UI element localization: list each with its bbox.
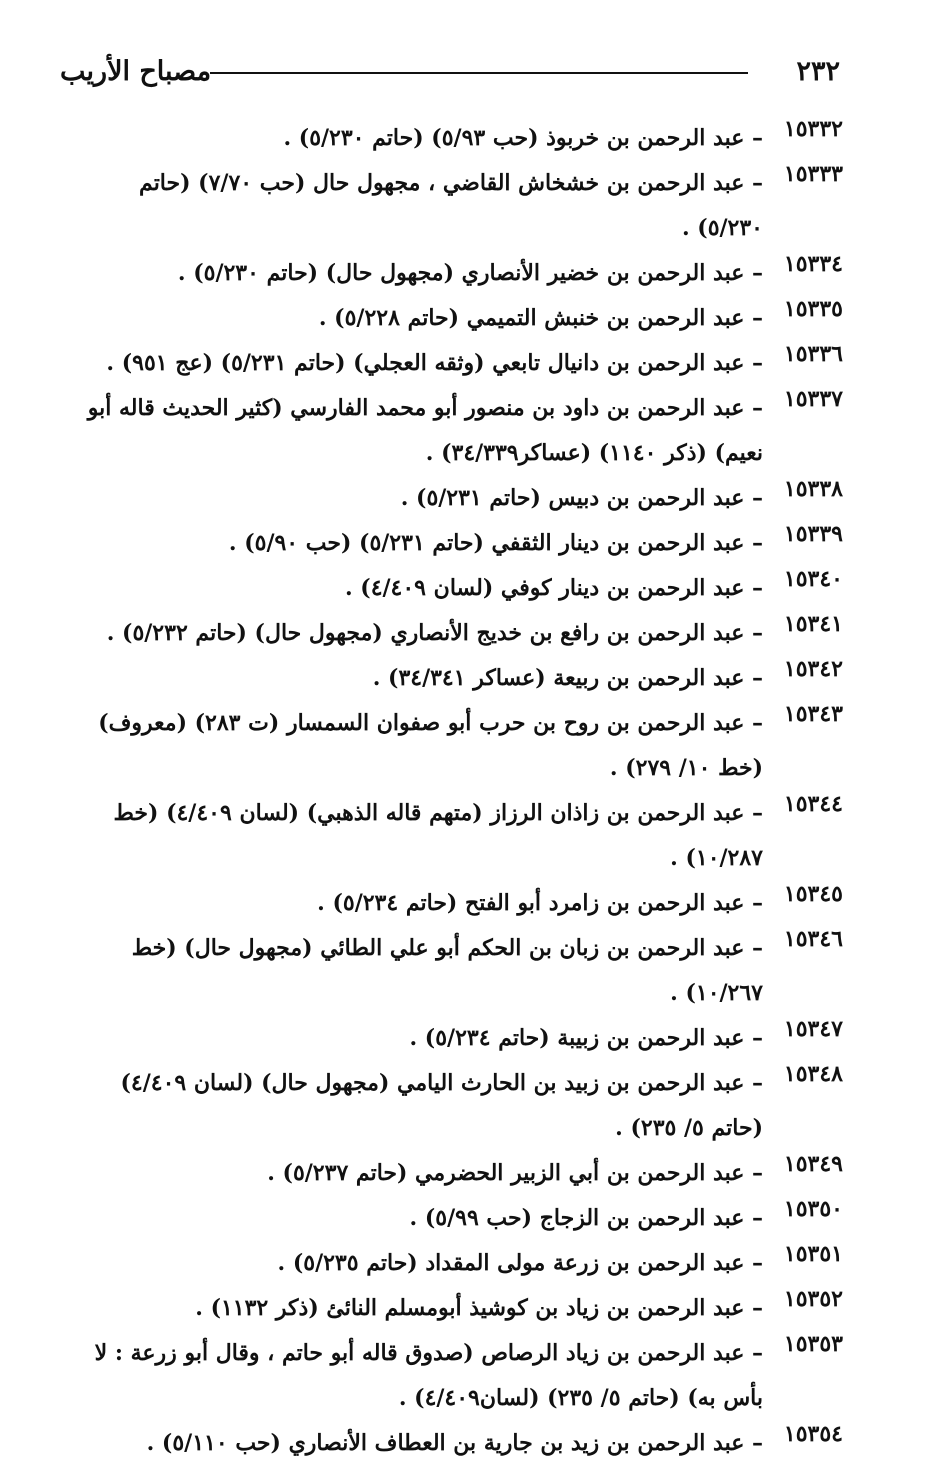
- entry-number: ١٥٣٥٢: [783, 1286, 843, 1312]
- entry-number: ١٥٣٤٨: [783, 1061, 843, 1087]
- list-item: [70, 1421, 843, 1466]
- entry-number: ١٥٣٣٣: [783, 161, 843, 187]
- list-item: [70, 881, 843, 926]
- list-item: [70, 926, 843, 1016]
- entry-number: ١٥٣٣٨: [783, 476, 843, 502]
- entry-text: – عبد الرحمن بن دانيال تابعي (وثقه العجلي) (حاتم ٥/٢٣١) (عج ٩٥١) .: [106, 350, 763, 376]
- list-item: [70, 476, 843, 521]
- list-item: [70, 251, 843, 296]
- list-item: [70, 1151, 843, 1196]
- list-item: [70, 161, 843, 251]
- entry-text: – عبد الرحمن بن خنبش التميمي (حاتم ٥/٢٢٨) .: [318, 305, 763, 331]
- list-item: [70, 1196, 843, 1241]
- entry-text: – عبد الرحمن بن دينار كوفي (لسان ٤/٤٠٩) .: [344, 575, 763, 601]
- entry-number: ١٥٣٤٥: [783, 881, 843, 907]
- entry-text: – عبد الرحمن بن رافع بن خديج الأنصاري (مجهول حال) (حاتم ٥/٢٣٢) .: [106, 620, 763, 646]
- entry-text: – عبد الرحمن بن أبي الزبير الحضرمي (حاتم ٥/٢٣٧) .: [267, 1160, 763, 1186]
- entry-text: – عبد الرحمن بن زامرد أبو الفتح (حاتم ٥/٢٣٤) .: [317, 890, 763, 916]
- list-item: [70, 116, 843, 161]
- entry-list: [70, 116, 843, 1466]
- entry-text: – عبد الرحمن بن خشخاش القاضي ، مجهول حال (حب ٧/٧٠) (حاتم ٥/٢٣٠) .: [139, 170, 763, 241]
- entry-text: – عبد الرحمن بن روح بن حرب أبو صفوان السمسار (ت ٢٨٣) (معروف) (خط ١٠/ ٢٧٩) .: [98, 710, 763, 781]
- entry-text: – عبد الرحمن بن خربوذ (حب ٥/٩٣) (حاتم ٥/٢٣٠) .: [283, 125, 763, 151]
- entry-text: – عبد الرحمن بن دينار الثقفي (حاتم ٥/٢٣١) (حب ٥/٩٠) .: [228, 530, 763, 556]
- entry-number: ١٥٣٤٢: [783, 656, 843, 682]
- entry-number: ١٥٣٥١: [783, 1241, 843, 1267]
- list-item: [70, 386, 843, 476]
- list-item: [70, 1241, 843, 1286]
- entry-text: – عبد الرحمن بن زياد الرصاص (صدوق قاله أبو حاتم ، وقال أبو زرعة : لا بأس به) (حاتم ٥/ ٢٣٥) (لسان٤/٤٠٩) .: [94, 1340, 763, 1411]
- list-item: [70, 566, 843, 611]
- book-title: مصباح الأريب: [60, 56, 212, 87]
- list-item: [70, 656, 843, 701]
- list-item: [70, 521, 843, 566]
- entry-number: ١٥٣٥٠: [783, 1196, 843, 1222]
- list-item: [70, 701, 843, 791]
- list-item: [70, 1016, 843, 1061]
- entry-text: – عبد الرحمن بن زبيد بن الحارث اليامي (مجهول حال) (لسان ٤/٤٠٩) (حاتم ٥/ ٢٣٥) .: [120, 1070, 763, 1141]
- entry-number: ١٥٣٣٩: [783, 521, 843, 547]
- entry-text: – عبد الرحمن بن زرعة مولى المقداد (حاتم ٥/٢٣٥) .: [277, 1250, 763, 1276]
- entry-text: – عبد الرحمن بن دبيس (حاتم ٥/٢٣١) .: [400, 485, 763, 511]
- entry-number: ١٥٣٤٣: [783, 701, 843, 727]
- entry-text: – عبد الرحمن بن زبيبة (حاتم ٥/٢٣٤) .: [409, 1025, 763, 1051]
- entry-number: ١٥٣٤٦: [783, 926, 843, 952]
- entry-text: – عبد الرحمن بن زبان بن الحكم أبو علي الطائي (مجهول حال) (خط ١٠/٢٦٧) .: [131, 935, 763, 1006]
- entry-number: ١٥٣٣٧: [783, 386, 843, 412]
- list-item: [70, 611, 843, 656]
- list-item: [70, 341, 843, 386]
- entry-number: ١٥٣٤٧: [783, 1016, 843, 1042]
- list-item: [70, 296, 843, 341]
- entry-number: ١٥٣٤٠: [783, 566, 843, 592]
- entry-text: – عبد الرحمن بن زياد بن كوشيذ أبومسلم النائئ (ذكر ١١٣٢) .: [195, 1295, 763, 1321]
- entry-number: ١٥٣٥٣: [783, 1331, 843, 1357]
- entry-number: ١٥٣٣٤: [783, 251, 843, 277]
- page-number: ٢٣٢: [796, 56, 840, 87]
- entry-text: – عبد الرحمن بن زاذان الرزاز (متهم قاله الذهبي) (لسان ٤/٤٠٩) (خط ١٠/٢٨٧) .: [113, 800, 763, 871]
- list-item: [70, 1286, 843, 1331]
- entry-text: – عبد الرحمن بن خضير الأنصاري (مجهول حال) (حاتم ٥/٢٣٠) .: [177, 260, 763, 286]
- entry-number: ١٥٣٣٦: [783, 341, 843, 367]
- entry-number: ١٥٣٤٤: [783, 791, 843, 817]
- entry-text: – عبد الرحمن بن داود بن منصور أبو محمد الفارسي (كثير الحديث قاله أبو نعيم) (ذكر ١١٤٠) (عساكر٣٤/٣٣٩) .: [87, 395, 763, 466]
- entry-number: ١٥٣٤١: [783, 611, 843, 637]
- header-rule: [210, 72, 748, 74]
- entry-number: ١٥٣٣٢: [783, 116, 843, 142]
- entry-number: ١٥٣٤٩: [783, 1151, 843, 1177]
- entry-text: – عبد الرحمن بن زيد بن جارية بن العطاف الأنصاري (حب ٥/١١٠) .: [146, 1430, 763, 1456]
- page-header: [60, 52, 840, 96]
- list-item: [70, 1331, 843, 1421]
- list-item: [70, 791, 843, 881]
- entry-number: ١٥٣٣٥: [783, 296, 843, 322]
- entry-number: ١٥٣٥٤: [783, 1421, 843, 1447]
- list-item: [70, 1061, 843, 1151]
- entry-text: – عبد الرحمن بن الزجاج (حب ٥/٩٩) .: [409, 1205, 763, 1231]
- entry-text: – عبد الرحمن بن ربيعة (عساكر ٣٤/٣٤١) .: [372, 665, 763, 691]
